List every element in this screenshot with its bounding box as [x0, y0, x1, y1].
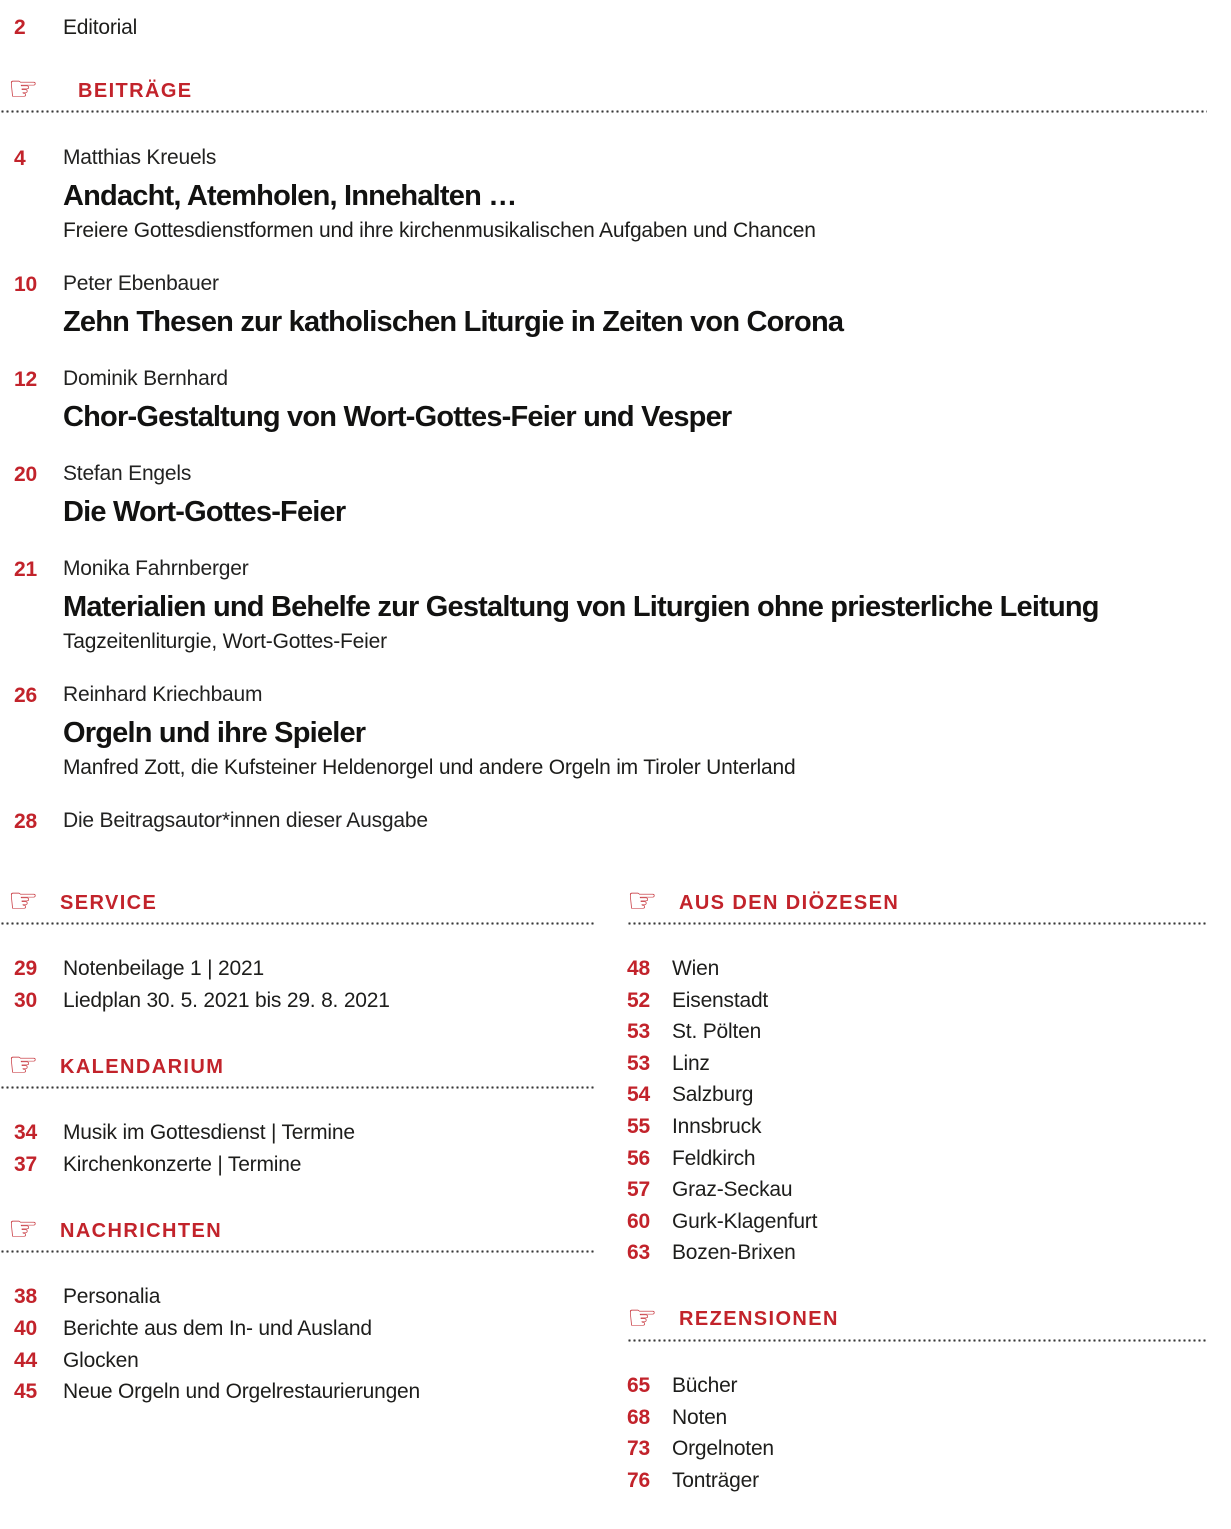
- item-page-number: 73: [627, 1437, 650, 1461]
- item-label: Personalia: [63, 1285, 161, 1309]
- toc-entry: [0, 682, 1207, 781]
- section-items: [0, 1281, 595, 1407]
- item-label: Tonträger: [672, 1468, 759, 1492]
- section-title: AUS DEN DIÖZESEN: [679, 891, 900, 914]
- item-label: Notenbeilage 1 | 2021: [63, 957, 264, 980]
- toc-entry: [0, 145, 1207, 244]
- column-right: [627, 881, 1207, 1529]
- item-page-number: 44: [14, 1348, 37, 1372]
- toc-entry: [0, 808, 1207, 834]
- item-label: Wien: [672, 957, 720, 980]
- entry-body: [63, 271, 1207, 339]
- entry-title: Orgeln und ihre Spieler: [63, 717, 366, 749]
- toc-item: [627, 1237, 1207, 1269]
- toc-item: [627, 1465, 1207, 1497]
- entry-body: [63, 808, 1207, 834]
- section-title: REZENSIONEN: [679, 1308, 839, 1331]
- entry-page-number: 12: [14, 368, 37, 391]
- item-label: Gurk-Klagenfurt: [672, 1209, 818, 1233]
- item-page-number: 57: [627, 1178, 650, 1202]
- toc-item: [627, 1016, 1207, 1048]
- section-title: NACHRICHTEN: [60, 1219, 223, 1242]
- toc-entry: [0, 461, 1207, 529]
- item-page-number: 52: [627, 988, 650, 1012]
- item-page-number: 68: [627, 1405, 650, 1429]
- manicule-icon: ☞: [8, 69, 39, 109]
- item-page-number: 55: [627, 1114, 650, 1138]
- editorial-label: Editorial: [63, 16, 138, 39]
- item-label: Noten: [672, 1405, 728, 1429]
- toc-item: [0, 1149, 595, 1181]
- toc-item: [0, 1313, 595, 1345]
- toc-item: [627, 1174, 1207, 1206]
- toc-item: [627, 1402, 1207, 1434]
- toc-item: [627, 953, 1207, 985]
- toc-item: [627, 1143, 1207, 1175]
- item-label: Glocken: [63, 1348, 139, 1372]
- section-items: [0, 953, 595, 1016]
- toc-item: [627, 1079, 1207, 1111]
- entry-body: [63, 461, 1207, 529]
- entry-author: Matthias Kreuels: [63, 146, 217, 169]
- toc-item: [0, 953, 595, 985]
- entry-page-number: 10: [14, 273, 37, 296]
- entry-page-number: 21: [14, 558, 37, 581]
- item-label: Berichte aus dem In- und Ausland: [63, 1316, 372, 1340]
- toc-item: [0, 1117, 595, 1149]
- entry-title: Die Wort-Gottes-Feier: [63, 496, 346, 528]
- item-label: Bücher: [672, 1373, 738, 1397]
- section-header: [0, 881, 595, 921]
- item-page-number: 37: [14, 1152, 37, 1176]
- section-divider: [0, 1086, 595, 1089]
- entry-body: [63, 366, 1207, 434]
- section-header: [627, 881, 1207, 921]
- entry-subtitle: Tagzeitenliturgie, Wort-Gottes-Feier: [63, 630, 387, 653]
- entry-title: Materialien und Behelfe zur Gestaltung von Liturgien ohne priesterliche Leitung: [63, 591, 1099, 623]
- item-page-number: 38: [14, 1285, 37, 1309]
- toc-entry: [0, 271, 1207, 339]
- beitraege-header: [0, 69, 1207, 109]
- section-divider: [0, 922, 595, 925]
- entry-page-number: 4: [14, 147, 26, 170]
- item-page-number: 40: [14, 1316, 37, 1340]
- entry-body: [63, 145, 1207, 244]
- item-page-number: 34: [14, 1121, 37, 1145]
- section-title: KALENDARIUM: [60, 1055, 225, 1078]
- toc-section: [627, 881, 1207, 1269]
- entry-author: Stefan Engels: [63, 462, 192, 485]
- toc-section: [0, 1045, 595, 1180]
- entry-author: Peter Ebenbauer: [63, 272, 219, 295]
- entry-subtitle: Freiere Gottesdienstformen und ihre kirchenmusikalischen Aufgaben und Chancen: [63, 219, 816, 242]
- item-page-number: 30: [14, 988, 37, 1012]
- manicule-icon: ☞: [8, 881, 39, 921]
- section-header: [0, 1045, 595, 1086]
- item-label: Musik im Gottesdienst | Termine: [63, 1121, 355, 1145]
- section-divider: [0, 110, 1207, 113]
- section-items: [627, 953, 1207, 1269]
- toc-item: [627, 985, 1207, 1017]
- item-label: Feldkirch: [672, 1146, 756, 1170]
- section-header: [0, 1209, 595, 1250]
- editorial-page-number: 2: [14, 16, 26, 39]
- toc-entry: [0, 366, 1207, 434]
- section-title: SERVICE: [60, 891, 158, 914]
- section-items: [627, 1370, 1207, 1496]
- item-page-number: 60: [627, 1209, 650, 1233]
- manicule-icon: ☞: [8, 1209, 39, 1250]
- item-page-number: 53: [627, 1020, 650, 1044]
- item-label: Linz: [672, 1051, 710, 1075]
- item-page-number: 56: [627, 1146, 650, 1170]
- toc-item: [627, 1048, 1207, 1080]
- editorial-row: [0, 16, 1207, 40]
- item-page-number: 45: [14, 1380, 37, 1404]
- beitraege-entries: [0, 145, 1207, 834]
- entry-page-number: 28: [14, 810, 37, 833]
- entry-page-number: 26: [14, 684, 37, 707]
- manicule-icon: ☞: [627, 1297, 658, 1338]
- entry-body: [63, 682, 1207, 781]
- entry-plain-label: Die Beitragsautor*innen dieser Ausgabe: [63, 809, 428, 832]
- toc-section: [0, 1209, 595, 1407]
- toc-item: [0, 985, 595, 1017]
- bottom-columns: [0, 881, 1207, 1529]
- entry-subtitle: Manfred Zott, die Kufsteiner Heldenorgel und andere Orgeln im Tiroler Unterland: [63, 756, 796, 779]
- toc-item: [627, 1206, 1207, 1238]
- section-divider: [627, 922, 1207, 925]
- item-label: Orgelnoten: [672, 1437, 774, 1461]
- section-items: [0, 1117, 595, 1180]
- beitraege-section: [0, 69, 1207, 861]
- toc-item: [627, 1433, 1207, 1465]
- entry-author: Dominik Bernhard: [63, 367, 228, 390]
- item-label: Liedplan 30. 5. 2021 bis 29. 8. 2021: [63, 988, 390, 1012]
- entry-page-number: 20: [14, 463, 37, 486]
- section-divider: [627, 1339, 1207, 1342]
- toc-item: [0, 1345, 595, 1377]
- toc-section: [627, 1297, 1207, 1496]
- manicule-icon: ☞: [627, 881, 658, 921]
- section-title: BEITRÄGE: [78, 79, 193, 102]
- toc-item: [627, 1111, 1207, 1143]
- entry-author: Reinhard Kriechbaum: [63, 683, 263, 706]
- item-page-number: 53: [627, 1051, 650, 1075]
- item-page-number: 76: [627, 1468, 650, 1492]
- item-page-number: 54: [627, 1083, 650, 1107]
- toc-item: [627, 1370, 1207, 1402]
- item-label: Eisenstadt: [672, 988, 769, 1012]
- item-page-number: 29: [14, 957, 37, 980]
- column-left: [0, 881, 595, 1529]
- item-page-number: 48: [627, 957, 650, 980]
- item-page-number: 63: [627, 1241, 650, 1265]
- item-label: Salzburg: [672, 1083, 754, 1107]
- toc-item: [0, 1281, 595, 1313]
- item-page-number: 65: [627, 1373, 650, 1397]
- entry-title: Chor-Gestaltung von Wort-Gottes-Feier und Vesper: [63, 401, 732, 433]
- manicule-icon: ☞: [8, 1045, 39, 1086]
- section-header: [627, 1297, 1207, 1338]
- item-label: Neue Orgeln und Orgelrestaurierungen: [63, 1380, 421, 1404]
- toc-item: [0, 1376, 595, 1408]
- item-label: Bozen-Brixen: [672, 1241, 796, 1265]
- item-label: Kirchenkonzerte | Termine: [63, 1152, 302, 1176]
- toc-entry: [0, 556, 1207, 655]
- item-label: Innsbruck: [672, 1114, 762, 1138]
- section-divider: [0, 1250, 595, 1253]
- item-label: Graz-Seckau: [672, 1178, 793, 1202]
- entry-author: Monika Fahrnberger: [63, 557, 249, 580]
- entry-body: [63, 556, 1207, 655]
- item-label: St. Pölten: [672, 1020, 762, 1044]
- entry-title: Andacht, Atemholen, Innehalten …: [63, 180, 517, 212]
- toc-section: [0, 881, 595, 1016]
- entry-title: Zehn Thesen zur katholischen Liturgie in Zeiten von Corona: [63, 306, 844, 338]
